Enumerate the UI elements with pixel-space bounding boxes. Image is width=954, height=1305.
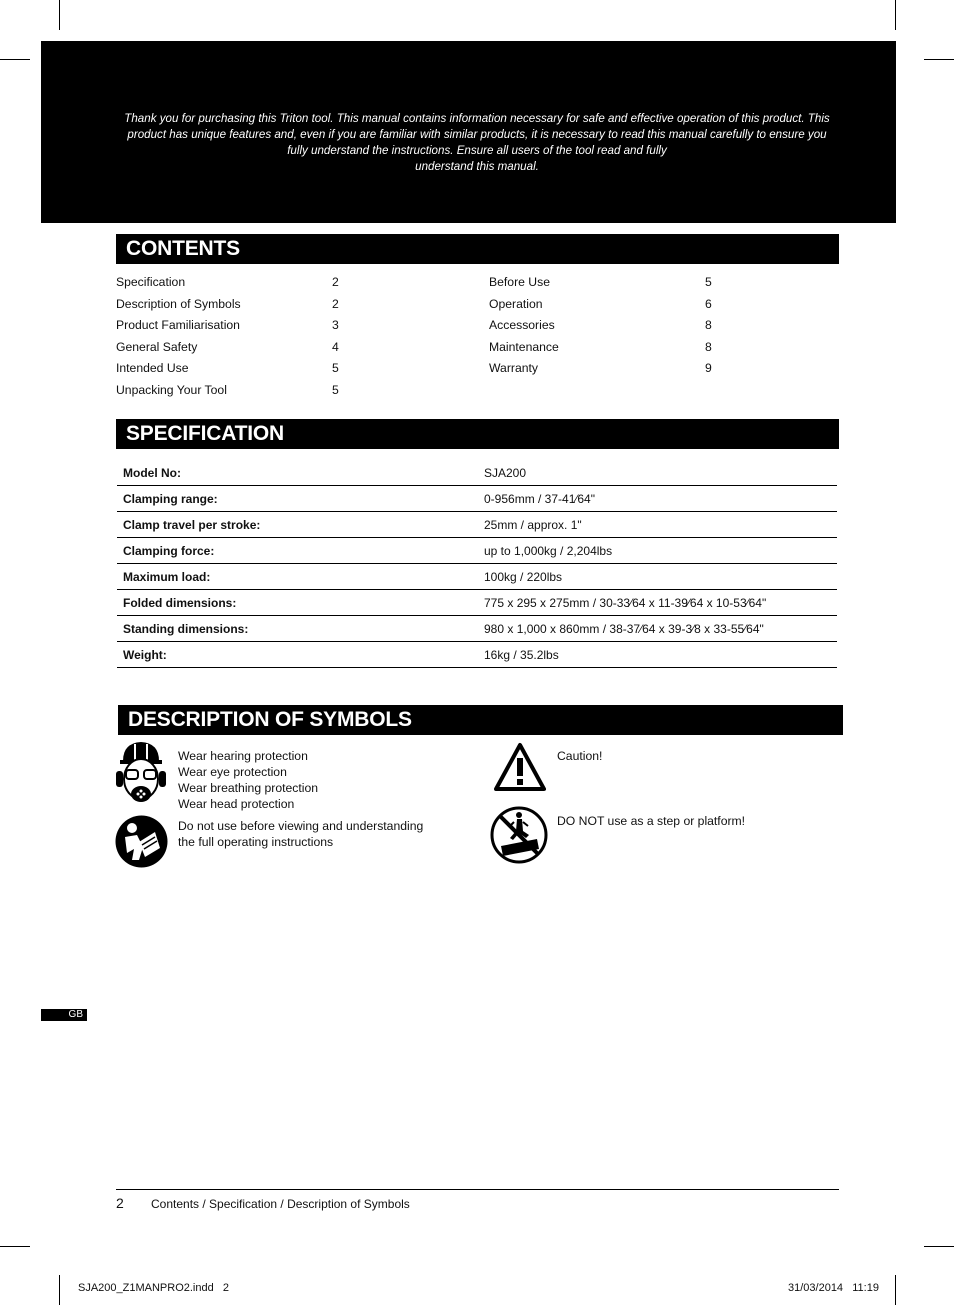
spec-key: Folded dimensions:: [117, 590, 478, 616]
toc-item[interactable]: [116, 358, 352, 380]
table-row: [117, 616, 837, 642]
spec-value: 0-956mm / 37-41⁄64": [478, 486, 837, 512]
toc-page: 3: [332, 318, 339, 332]
intro-line: understand this manual.: [415, 160, 539, 173]
caution-label: Caution!: [557, 749, 603, 763]
toc-item[interactable]: [116, 294, 352, 316]
ppe-text: [178, 748, 318, 812]
intro-line: fully understand the instructions. Ensure all users of the tool read and fully: [287, 144, 667, 157]
toc-label: Description of Symbols: [116, 296, 241, 311]
table-row: [117, 512, 837, 538]
intro-text: [118, 111, 836, 175]
intro-line: product has unique features and, even if you are familiar with similar products, it is necessary to read this manual carefully to ensure you: [127, 128, 827, 141]
manual-line: Do not use before viewing and understanding: [178, 819, 424, 833]
spec-value: 25mm / approx. 1": [478, 512, 837, 538]
table-row: [117, 590, 837, 616]
toc-page: 6: [705, 296, 712, 311]
crop-mark: [59, 1275, 60, 1305]
spec-key: Weight:: [117, 642, 478, 668]
spec-value: up to 1,000kg / 2,204lbs: [478, 538, 837, 564]
table-row: [117, 642, 837, 668]
specification-table: [117, 460, 837, 668]
spec-value: 100kg / 220lbs: [478, 564, 837, 590]
spec-value: 16kg / 35.2lbs: [478, 642, 837, 668]
contents-list-left: [116, 272, 352, 401]
spec-key: Clamping range:: [117, 486, 478, 512]
spec-key: Clamping force:: [117, 538, 478, 564]
toc-item[interactable]: [489, 358, 725, 380]
toc-page: 5: [332, 361, 339, 375]
table-row: [117, 486, 837, 512]
slug-file: SJA200_Z1MANPRO2.indd 2: [78, 1282, 230, 1294]
toc-label: Specification: [116, 275, 186, 289]
toc-item[interactable]: [489, 272, 725, 294]
toc-page: 2: [332, 296, 339, 311]
toc-label: Product Familiarisation: [116, 318, 240, 332]
toc-item[interactable]: [116, 272, 352, 294]
toc-page: 2: [332, 275, 339, 289]
spec-key: Clamp travel per stroke:: [117, 512, 478, 538]
toc-page: 8: [705, 318, 712, 332]
page-number: 2: [116, 1195, 124, 1211]
toc-item[interactable]: [489, 315, 725, 337]
toc-item[interactable]: [489, 337, 725, 359]
crop-mark: [924, 59, 954, 60]
caution-icon: [494, 742, 546, 792]
toc-item[interactable]: [116, 315, 352, 337]
specification-heading: SPECIFICATION: [116, 419, 839, 449]
crop-mark: [0, 59, 30, 60]
table-row: [117, 460, 837, 486]
crop-mark: [895, 0, 896, 30]
toc-item[interactable]: [489, 294, 725, 316]
spec-key: Standing dimensions:: [117, 616, 478, 642]
no-step-text: [557, 813, 745, 829]
table-row: [117, 564, 837, 590]
symbols-heading: DESCRIPTION OF SYMBOLS: [118, 705, 843, 735]
ppe-line: Wear eye protection: [178, 765, 287, 779]
intro-line: Thank you for purchasing this Triton tool. This manual contains information necessary for safe and effective operation of this product. This: [124, 112, 830, 125]
toc-label: Intended Use: [116, 361, 189, 375]
crop-mark: [0, 1246, 30, 1247]
crop-mark: [895, 1275, 896, 1305]
table-row: [117, 538, 837, 564]
crop-mark: [924, 1246, 954, 1247]
toc-page: 9: [705, 361, 712, 375]
ppe-line: Wear breathing protection: [178, 781, 319, 795]
manual-text: [178, 818, 423, 850]
no-step-label: DO NOT use as a step or platform!: [557, 814, 746, 828]
toc-page: 4: [332, 339, 339, 354]
toc-label: Unpacking Your Tool: [116, 382, 227, 397]
crop-mark: [59, 0, 60, 30]
toc-label: General Safety: [116, 339, 198, 354]
no-step-icon: [489, 805, 549, 865]
toc-label: Accessories: [489, 318, 555, 332]
caution-text: [557, 748, 602, 764]
read-manual-icon: [115, 815, 168, 868]
manual-line: the full operating instructions: [178, 835, 334, 849]
ppe-line: Wear hearing protection: [178, 749, 308, 763]
ppe-line: Wear head protection: [178, 797, 295, 811]
contents-heading: CONTENTS: [116, 234, 839, 264]
footer-rule: [116, 1189, 839, 1190]
slug-timestamp: 31/03/2014 11:19: [788, 1282, 879, 1294]
toc-label: Operation: [489, 296, 543, 311]
toc-label: Before Use: [489, 275, 550, 289]
spec-value: 980 x 1,000 x 860mm / 38-37⁄64 x 39-3⁄8 x 33-55⁄64": [478, 616, 837, 642]
spec-value: SJA200: [478, 460, 837, 486]
toc-page: 5: [332, 382, 339, 397]
ppe-icon: [114, 739, 168, 805]
spec-key: Maximum load:: [117, 564, 478, 590]
spec-value: 775 x 295 x 275mm / 30-33⁄64 x 11-39⁄64 x 10-53⁄64": [478, 590, 837, 616]
toc-item[interactable]: [116, 380, 352, 402]
contents-list-right: [489, 272, 725, 380]
spec-key: Model No:: [117, 460, 478, 486]
footer-section-text: Contents / Specification / Description of Symbols: [151, 1197, 410, 1211]
toc-label: Warranty: [489, 361, 538, 375]
toc-page: 5: [705, 275, 712, 289]
toc-label: Maintenance: [489, 339, 559, 354]
language-tab: GB: [41, 1009, 87, 1021]
toc-item[interactable]: [116, 337, 352, 359]
toc-page: 8: [705, 339, 712, 354]
